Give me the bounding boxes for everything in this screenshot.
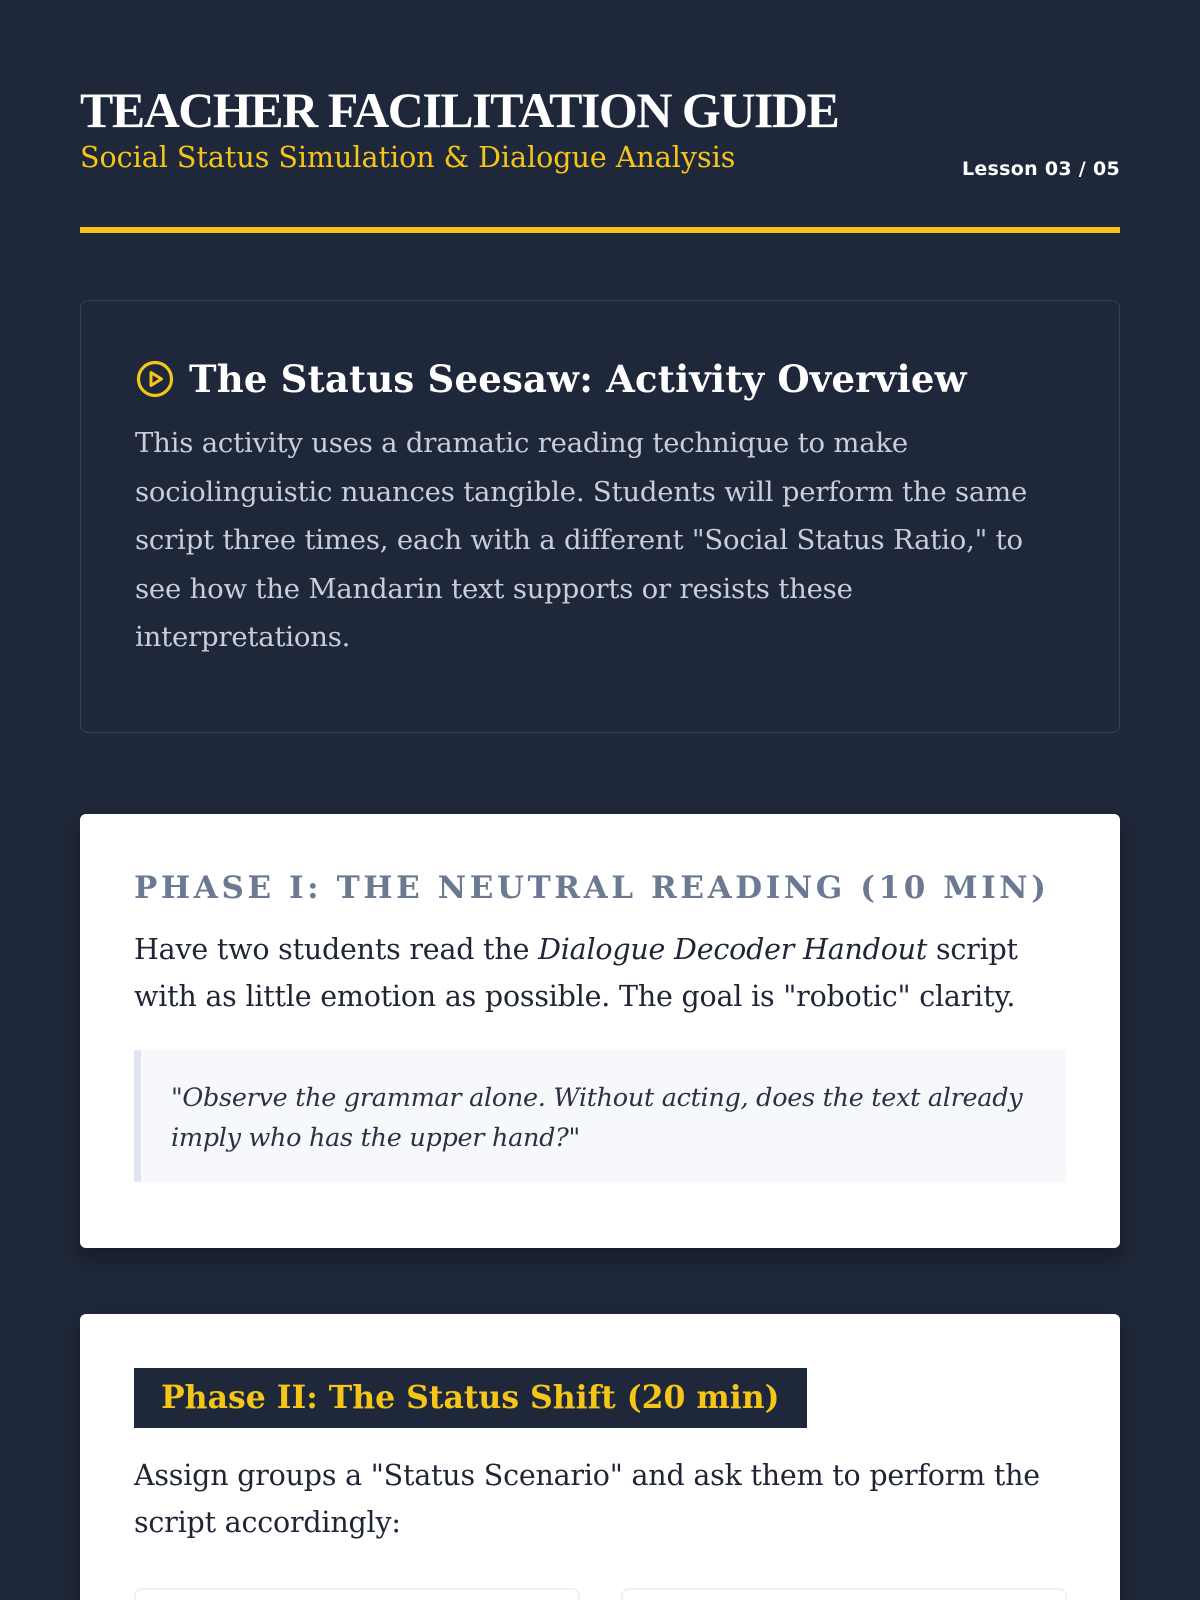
overview-title: The Status Seesaw: Activity Overview xyxy=(189,357,967,401)
phase-1-instructions xyxy=(134,926,1066,1020)
phase-1-text-before: Have two students read the xyxy=(134,933,539,966)
phase-2-instructions: Assign groups a "Status Scenario" and ask them to perform the script accordingly: xyxy=(134,1459,1040,1539)
phase-1-card xyxy=(80,814,1120,1248)
overview-heading xyxy=(135,357,1065,401)
page-header xyxy=(80,82,1120,178)
phase-2-label: Phase II: The Status Shift (20 min) xyxy=(134,1368,807,1428)
phase-1-label: PHASE I: THE NEUTRAL READING (10 MIN) xyxy=(134,870,1050,906)
play-circle-icon xyxy=(135,359,175,399)
page-subtitle: Social Status Simulation & Dialogue Analysis xyxy=(80,141,736,174)
lesson-number: Lesson 03 / 05 xyxy=(961,158,1120,180)
handout-title: Dialogue Decoder Handout xyxy=(538,933,928,966)
status-scenario-card xyxy=(621,1588,1067,1600)
overview-description: This activity uses a dramatic reading technique to make sociolinguistic nuances tangible. Students will perform the same script three times, each with a different "Social Status Ratio," to see how the Mandarin text supports or resists these interpretations. xyxy=(135,427,1028,653)
header-divider xyxy=(80,227,1120,233)
page-title: TEACHER FACILITATION GUIDE xyxy=(80,82,839,138)
phase-2-card xyxy=(80,1314,1120,1600)
phase-1-quote: "Observe the grammar alone. Without acting, does the text already imply who has the upper hand?" xyxy=(134,1050,1066,1182)
activity-overview-panel xyxy=(80,300,1120,733)
status-scenario-card xyxy=(134,1588,580,1600)
phase-1-text-after: script with as little emotion as possible. The goal is "robotic" clarity. xyxy=(134,933,1018,1013)
